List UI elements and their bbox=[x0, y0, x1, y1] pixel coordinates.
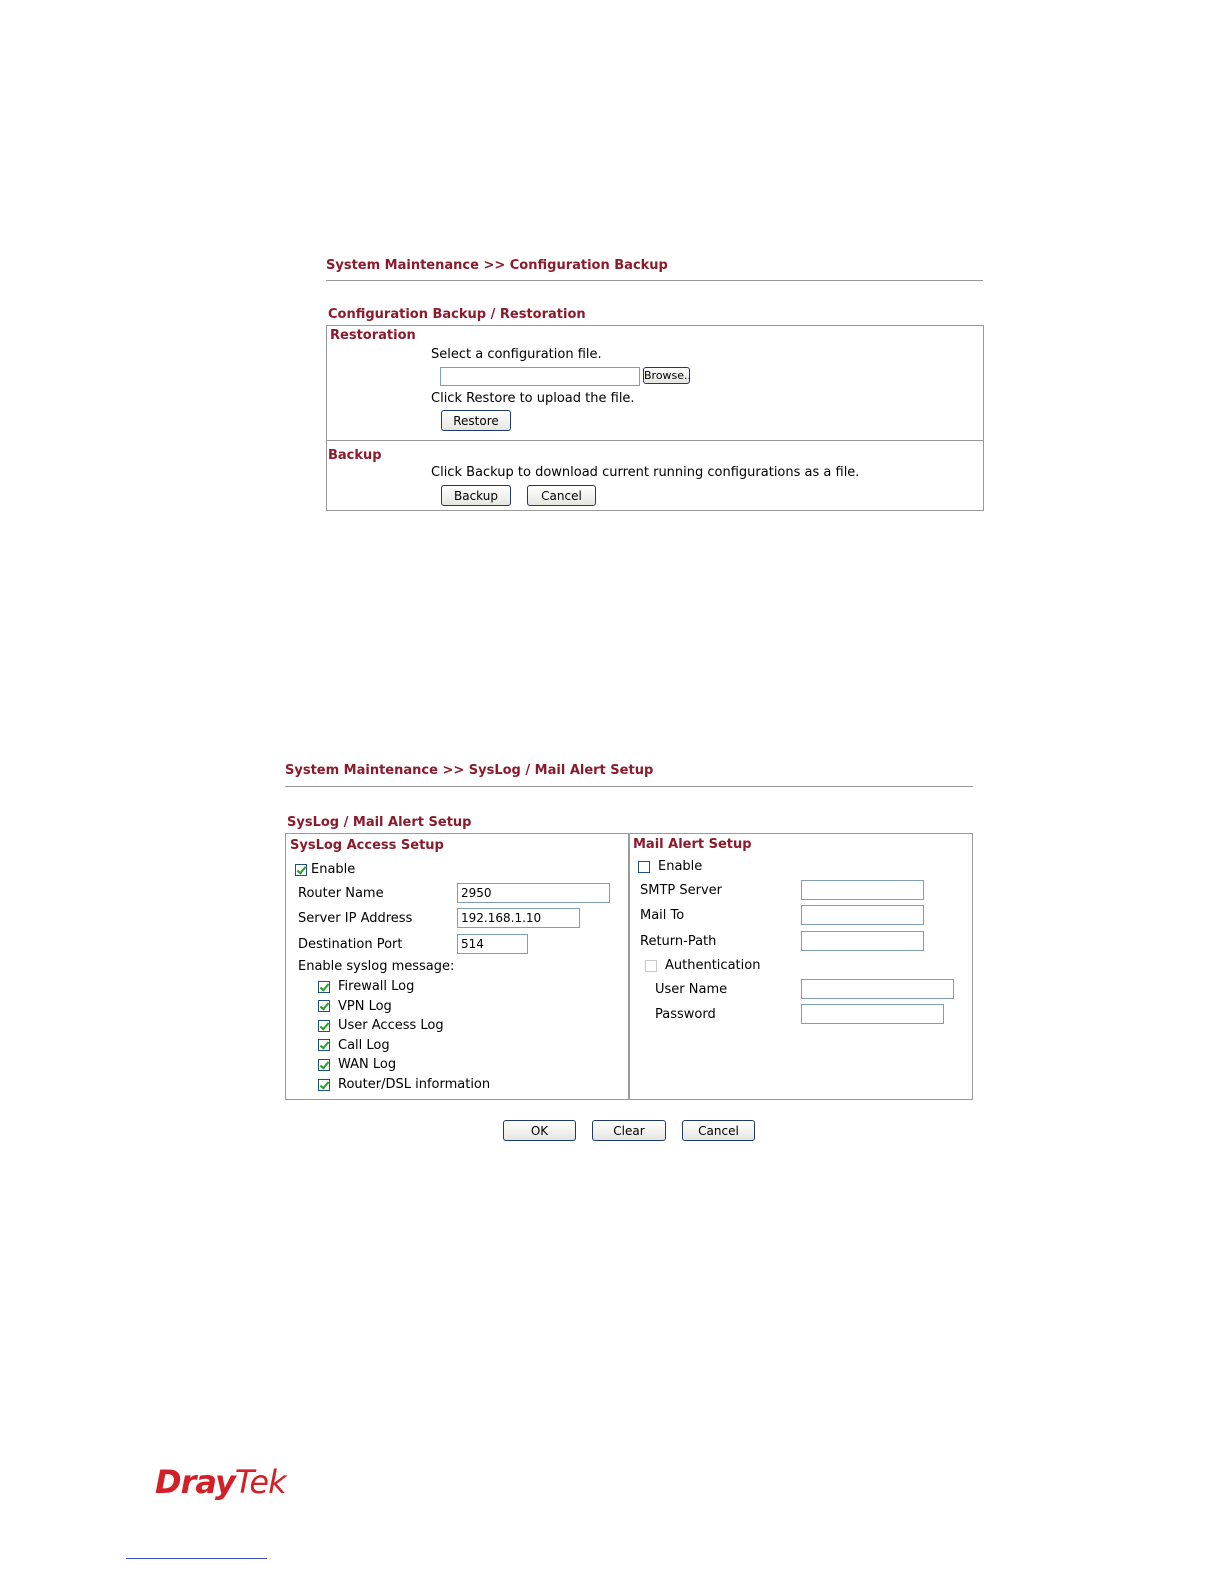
user-access-log-label: User Access Log bbox=[338, 1018, 444, 1033]
call-log-checkbox[interactable] bbox=[318, 1039, 330, 1051]
syslog-access-title: SysLog Access Setup bbox=[290, 838, 444, 853]
backup-breadcrumb: System Maintenance >> Configuration Backup bbox=[326, 258, 668, 273]
clear-button[interactable]: Clear bbox=[592, 1120, 666, 1141]
enable-syslog-msg-label: Enable syslog message: bbox=[298, 959, 455, 974]
server-ip-input[interactable] bbox=[457, 908, 580, 928]
syslog-enable-checkbox[interactable] bbox=[295, 864, 307, 876]
select-file-text: Select a configuration file. bbox=[431, 347, 602, 362]
backup-button[interactable]: Backup bbox=[441, 485, 511, 506]
config-file-input[interactable] bbox=[440, 367, 640, 386]
router-dsl-info-label: Router/DSL information bbox=[338, 1077, 491, 1092]
return-path-input[interactable] bbox=[801, 931, 924, 951]
firewall-log-label: Firewall Log bbox=[338, 979, 415, 994]
router-name-input[interactable] bbox=[457, 883, 610, 903]
router-dsl-info-checkbox[interactable] bbox=[318, 1079, 330, 1091]
router-name-label: Router Name bbox=[298, 886, 384, 901]
syslog-panel-divider bbox=[628, 834, 630, 1099]
footer-rule bbox=[126, 1558, 267, 1559]
dest-port-input[interactable] bbox=[457, 934, 528, 954]
server-ip-label: Server IP Address bbox=[298, 911, 413, 926]
logo-tek: Tek bbox=[234, 1463, 286, 1501]
authentication-checkbox[interactable] bbox=[645, 960, 657, 972]
draytek-logo bbox=[155, 1463, 286, 1501]
backup-cancel-button[interactable]: Cancel bbox=[527, 485, 596, 506]
restoration-title: Restoration bbox=[330, 328, 416, 343]
restore-hint-text: Click Restore to upload the file. bbox=[431, 391, 635, 406]
backup-title: Backup bbox=[328, 448, 382, 463]
backup-breadcrumb-rule bbox=[326, 280, 983, 281]
mail-to-label: Mail To bbox=[640, 908, 685, 923]
backup-panel-divider bbox=[327, 440, 983, 441]
dest-port-label: Destination Port bbox=[298, 937, 403, 952]
user-access-log-checkbox[interactable] bbox=[318, 1020, 330, 1032]
user-name-label: User Name bbox=[655, 982, 728, 997]
syslog-cancel-button[interactable]: Cancel bbox=[682, 1120, 755, 1141]
vpn-log-label: VPN Log bbox=[338, 999, 392, 1014]
mail-to-input[interactable] bbox=[801, 905, 924, 925]
mail-enable-label: Enable bbox=[658, 859, 703, 874]
authentication-label: Authentication bbox=[665, 958, 761, 973]
syslog-breadcrumb: System Maintenance >> SysLog / Mail Alert Setup bbox=[285, 763, 654, 778]
firewall-log-checkbox[interactable] bbox=[318, 981, 330, 993]
syslog-breadcrumb-rule bbox=[285, 786, 973, 787]
mail-alert-title: Mail Alert Setup bbox=[633, 837, 752, 852]
smtp-server-input[interactable] bbox=[801, 880, 924, 900]
browse-button[interactable]: Browse.. bbox=[644, 369, 692, 382]
ok-button[interactable]: OK bbox=[503, 1120, 576, 1141]
backup-section-title: Configuration Backup / Restoration bbox=[328, 307, 586, 322]
backup-panel bbox=[326, 325, 984, 511]
smtp-server-label: SMTP Server bbox=[640, 883, 723, 898]
password-label: Password bbox=[655, 1007, 716, 1022]
vpn-log-checkbox[interactable] bbox=[318, 1000, 330, 1012]
wan-log-label: WAN Log bbox=[338, 1057, 397, 1072]
logo-dray: Dray bbox=[155, 1463, 235, 1501]
wan-log-checkbox[interactable] bbox=[318, 1059, 330, 1071]
syslog-enable-label: Enable bbox=[311, 862, 356, 877]
restore-button[interactable]: Restore bbox=[441, 410, 511, 431]
call-log-label: Call Log bbox=[338, 1038, 390, 1053]
backup-hint-text: Click Backup to download current running configurations as a file. bbox=[431, 465, 860, 480]
user-name-input[interactable] bbox=[801, 979, 954, 999]
password-input[interactable] bbox=[801, 1004, 944, 1024]
return-path-label: Return-Path bbox=[640, 934, 717, 949]
syslog-section-title: SysLog / Mail Alert Setup bbox=[287, 815, 472, 830]
mail-enable-checkbox[interactable] bbox=[638, 861, 650, 873]
